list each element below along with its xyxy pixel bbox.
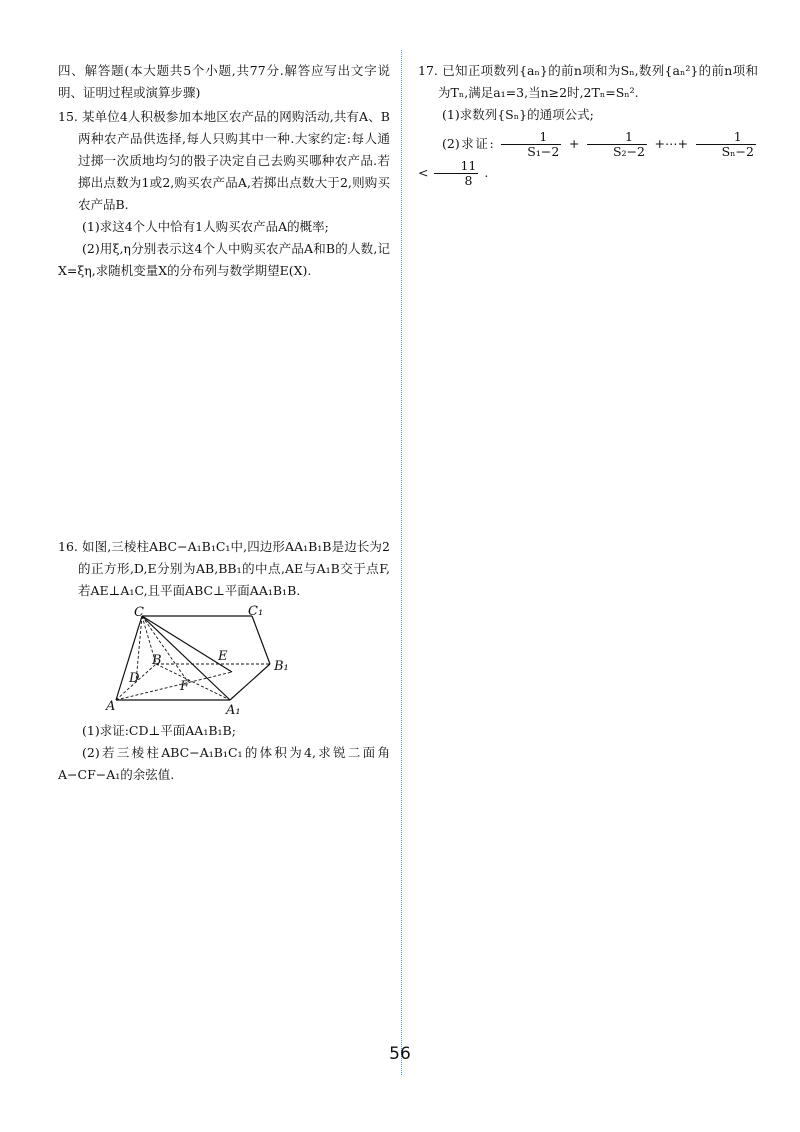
question-16 bbox=[58, 536, 390, 786]
less-than-sign: < bbox=[418, 165, 429, 180]
label-E: E bbox=[218, 649, 228, 664]
fraction-2: $\frac{1}{\text{S₂−2}}$ bbox=[587, 130, 647, 159]
q16-stem: 如图,三棱柱ABC−A₁B₁C₁中,四边形AA₁B₁B是边长为2的正方形,D,E分别为AB,BB₁的中点,AE与A₁B交于点F,若AE⊥A₁C,且平面ABC⊥平面AA₁B₁B. bbox=[78, 539, 390, 598]
q17-part1: (1)求数列{Sₙ}的通项公式; bbox=[442, 107, 594, 122]
page-number: 56 bbox=[389, 1044, 411, 1064]
label-C: C bbox=[134, 605, 144, 620]
right-column bbox=[418, 60, 758, 188]
fraction-rhs: $\frac{11}{8}$ bbox=[434, 159, 478, 188]
label-A: A bbox=[106, 699, 116, 714]
q17-number: 17. bbox=[418, 63, 438, 78]
q16-part2: (2)若三棱柱ABC−A₁B₁C₁的体积为4,求锐二面角A−CF−A₁的余弦值. bbox=[58, 745, 390, 782]
left-column bbox=[58, 60, 390, 282]
fraction-n: $\frac{1}{\text{Sₙ−2}}$ bbox=[696, 130, 756, 159]
label-B1: B₁ bbox=[274, 659, 289, 674]
edge-B1A1 bbox=[230, 664, 270, 700]
label-B: B bbox=[152, 653, 162, 668]
edge-C1B1 bbox=[252, 616, 270, 664]
prism-figure bbox=[84, 604, 289, 718]
q16-number: 16. bbox=[58, 539, 78, 554]
edge-CF bbox=[142, 616, 188, 682]
edge-BA1 bbox=[156, 664, 230, 700]
q15-number: 15. bbox=[58, 109, 78, 124]
label-A1: A₁ bbox=[226, 703, 241, 718]
q15-part1: (1)求这4个人中恰有1人购买农产品A的概率; bbox=[82, 219, 329, 234]
q17-part2-prefix: (2)求证: bbox=[442, 136, 494, 151]
q15-part2: (2)用ξ,η分别表示这4个人中购买农产品A和B的人数,记X=ξη,求随机变量X的分布列与数学期望E(X). bbox=[58, 241, 390, 278]
plus-sign: + bbox=[568, 136, 580, 151]
label-F: F bbox=[180, 679, 190, 694]
ellipsis-sum: +⋯+ bbox=[654, 136, 688, 151]
section-title: 四、解答题(本大题共5个小题,共77分.解答应写出文字说明、证明过程或演算步骤) bbox=[58, 63, 390, 100]
label-D: D bbox=[129, 671, 140, 686]
q17-part2: (2)求证: $\frac{1}{\text{S₁−2}}$ + $\frac{1}{\text{S₂−2}}$ +⋯+ $\frac{1}{\text{Sₙ−2}}$ < $\frac{11}{8}$ . bbox=[418, 129, 754, 188]
question-17 bbox=[418, 60, 758, 188]
question-15 bbox=[58, 106, 390, 282]
q17-stem: 已知正项数列{aₙ}的前n项和为Sₙ,数列{aₙ²}的前n项和为Tₙ,满足a₁=3,当n≥2时,2Tₙ=Sₙ². bbox=[438, 63, 758, 100]
label-C1: C₁ bbox=[248, 604, 264, 619]
column-divider bbox=[401, 50, 402, 1075]
q15-stem: 某单位4人积极参加本地区农产品的网购活动,共有A、B两种农产品供选择,每人只购其中一种.大家约定:每人通过掷一次质地均匀的骰子决定自己去购买哪种农产品.若掷出点数为1或2,购买农产品A,若掷出点数大于2,则购买农产品B. bbox=[78, 109, 390, 212]
q16-part1: (1)求证:CD⊥平面AA₁B₁B; bbox=[82, 723, 236, 738]
fraction-1: $\frac{1}{\text{S₁−2}}$ bbox=[501, 130, 561, 159]
